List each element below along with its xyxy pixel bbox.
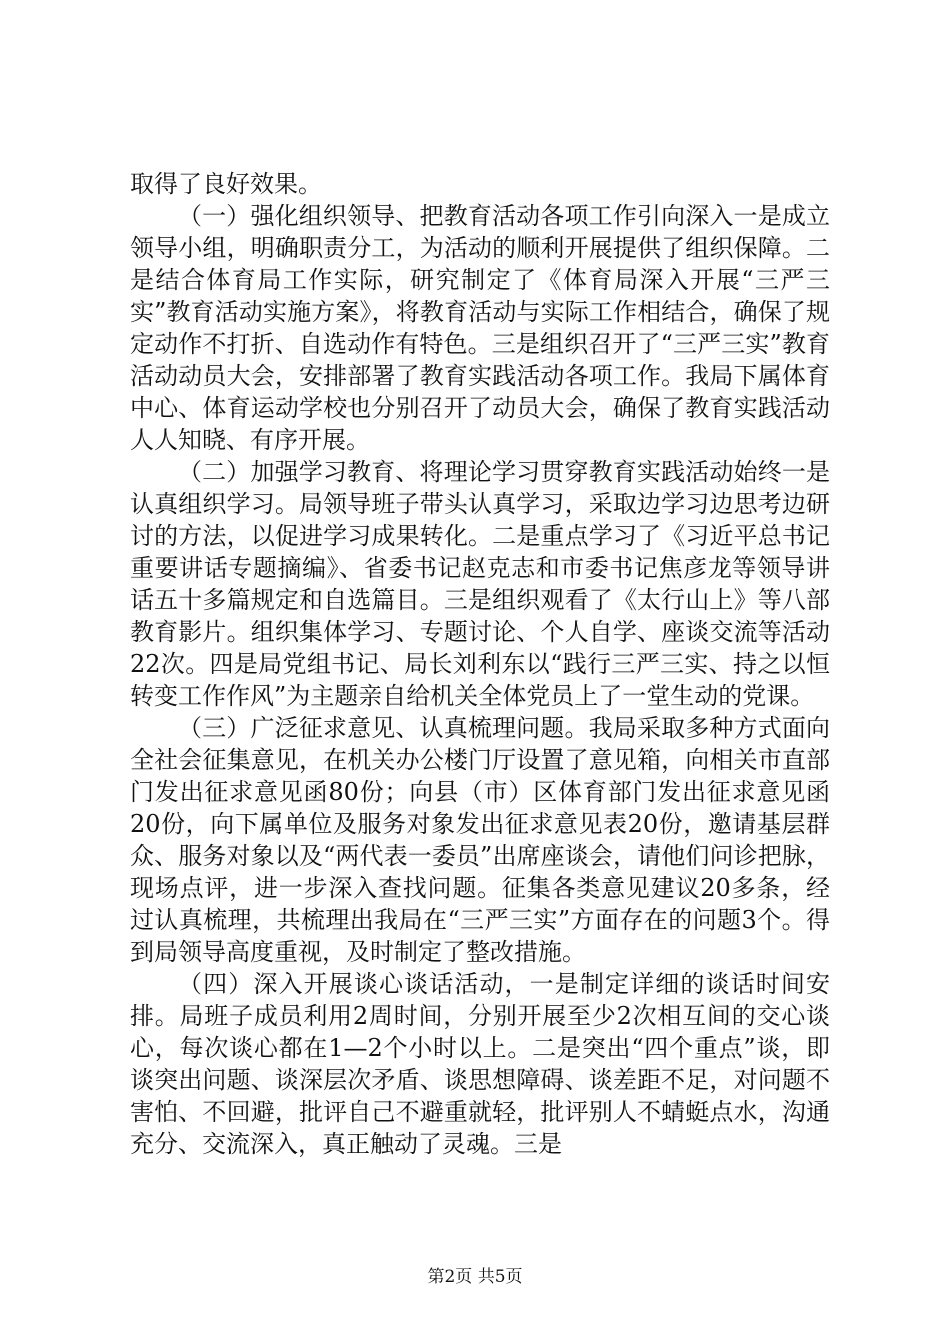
- paragraph-section-2: （二）加强学习教育、将理论学习贯穿教育实践活动始终一是认真组织学习。局领导班子带头认真学习，采取边学习边思考边研讨的方法，以促进学习成果转化。二是重点学习了《习近平总书记重要讲话专题摘编》、省委书记赵克志和市委书记焦彦龙等领导讲话五十多篇规定和自选篇目。三是组织观看了《太行山上》等八部教育影片。组织集体学习、专题讨论、个人自学、座谈交流等活动22次。四是局党组书记、局长刘利东以“践行三严三实、持之以恒转变工作作风”为主题亲自给机关全体党员上了一堂生动的党课。: [130, 458, 830, 710]
- document-body: [130, 168, 830, 1160]
- paragraph-section-3: （三）广泛征求意见、认真梳理问题。我局采取多种方式面向全社会征集意见，在机关办公楼门厅设置了意见箱，向相关市直部门发出征求意见函80份；向县（市）区体育部门发出征求意见函20份，向下属单位及服务对象发出征求意见表20份，邀请基层群众、服务对象以及“两代表一委员”出席座谈会，请他们问诊把脉，现场点评，进一步深入查找问题。征集各类意见建议20多条，经过认真梳理，共梳理出我局在“三严三实”方面存在的问题3个。得到局领导高度重视，及时制定了整改措施。: [130, 714, 830, 966]
- paragraph-continuation: 取得了良好效果。: [130, 170, 322, 198]
- paragraph-section-1: （一）强化组织领导、把教育活动各项工作引向深入一是成立领导小组，明确职责分工，为活动的顺利开展提供了组织保障。二是结合体育局工作实际，研究制定了《体育局深入开展“三严三实”教育活动实施方案》，将教育活动与实际工作相结合，确保了规定动作不打折、自选动作有特色。三是组织召开了“三严三实”教育活动动员大会，安排部署了教育实践活动各项工作。我局下属体育中心、体育运动学校也分别召开了动员大会，确保了教育实践活动人人知晓、有序开展。: [130, 202, 830, 454]
- paragraph-section-4: （四）深入开展谈心谈话活动，一是制定详细的谈话时间安排。局班子成员利用2周时间，分别开展至少2次相互间的交心谈心，每次谈心都在1—2个小时以上。二是突出“四个重点”谈，即谈突出问题、谈深层次矛盾、谈思想障碍、谈差距不足，对问题不害怕、不回避，批评自己不避重就轻，批评别人不蜻蜓点水，沟通充分、交流深入，真正触动了灵魂。三是: [130, 970, 830, 1158]
- page-number-footer: 第2页 共5页: [427, 1267, 523, 1287]
